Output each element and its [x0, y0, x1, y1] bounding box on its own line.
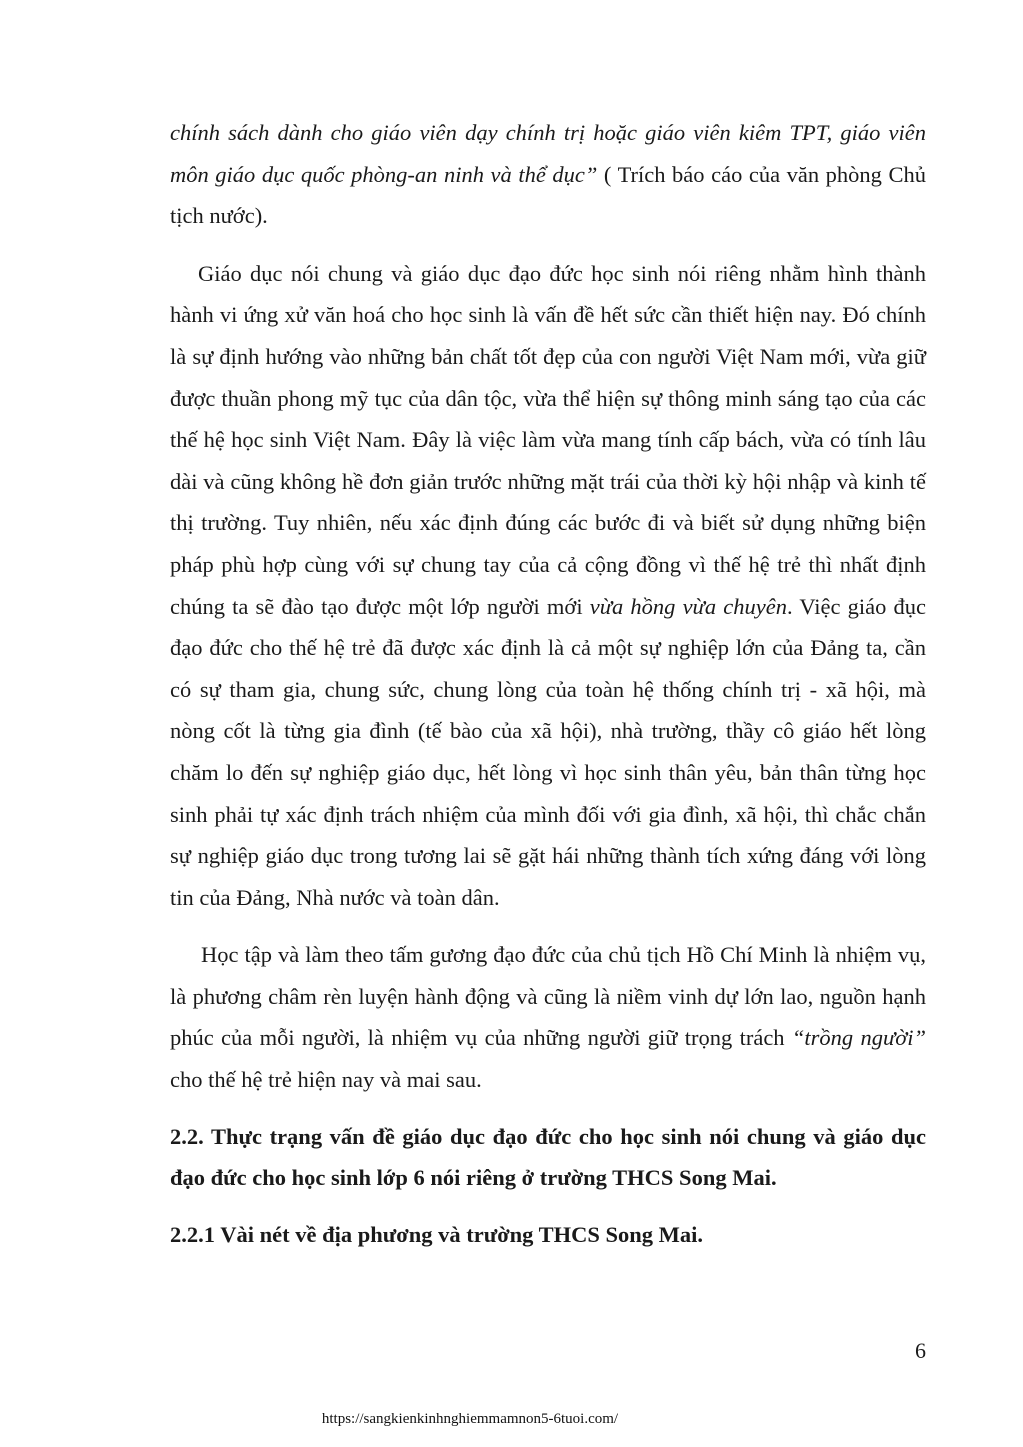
- italic-quote: chính sách dành cho giáo viên dạy chính trị hoặc giáo viên kiêm TPT, giáo viên môn giáo dục quốc phòng-an ninh và thể dục”: [170, 120, 926, 187]
- paragraph-quote-continuation: [170, 112, 926, 237]
- paragraph-moral-education: [170, 253, 926, 919]
- section-heading-2-2: 2.2. Thực trạng vấn đề giáo dục đạo đức cho học sinh nói chung và giáo dục đạo đức cho học sinh lớp 6 nói riêng ở trường THCS Song Mai.: [170, 1123, 926, 1191]
- document-page: [170, 112, 926, 1255]
- paragraph-text: Học tập và làm theo tấm gương đạo đức của chủ tịch Hồ Chí Minh là nhiệm vụ, là phương châm rèn luyện hành động và cũng là niềm vinh dự lớn lao, nguồn hạnh phúc của mỗi người, là nhiệm vụ của những người giữ trọng trách: [170, 942, 926, 1051]
- footer-url: https://sangkienkinhnghiemmamnon5-6tuoi.com/: [321, 1411, 619, 1427]
- paragraph-text: . Việc giáo đục đạo đức cho thế hệ trẻ đã được xác định là cả một sự nghiệp lớn của Đảng ta, cần có sự tham gia, chung sức, chung lòng của toàn hệ thống chính trị - xã hội, mà nòng cốt là từng gia đình (tế bào của xã hội), nhà trường, thầy cô giáo hết lòng chăm lo đến sự nghiệp giáo dục, hết lòng vì học sinh thân yêu, bản thân từng học sinh phải tự xác định trách nhiệm của mình đối với gia đình, xã hội, thì chắc chắn sự nghiệp giáo dục trong tương lai sẽ gặt hái những thành tích xứng đáng với lòng tin của Đảng, Nhà nước và toàn dân.: [170, 593, 926, 910]
- paragraph-text: cho thế hệ trẻ hiện nay và mai sau.: [170, 1067, 482, 1093]
- section-heading-2-2-1: 2.2.1 Vài nét về địa phương và trường THCS Song Mai.: [170, 1221, 704, 1247]
- paragraph-ho-chi-minh: [170, 934, 926, 1100]
- italic-phrase: “trồng người”: [791, 1025, 927, 1051]
- page-number: 6: [915, 1338, 926, 1363]
- italic-phrase: vừa hồng vừa chuyên: [589, 593, 787, 619]
- paragraph-text: Giáo dục nói chung và giáo dục đạo đức học sinh nói riêng nhằm hình thành hành vi ứng xử văn hoá cho học sinh là vấn đề hết sức cần thiết hiện nay. Đó chính là sự định hướng vào những bản chất tốt đẹp của con người Việt Nam mới, vừa giữ được thuần phong mỹ tục của dân tộc, vừa thể hiện sự thông minh sáng tạo của các thế hệ học sinh Việt Nam. Đây là việc làm vừa mang tính cấp bách, vừa có tính lâu dài và cũng không hề đơn giản trước những mặt trái của thời kỳ hội nhập và kinh tế thị trường. Tuy nhiên, nếu xác định đúng các bước đi và biết sử dụng những biện pháp phù hợp cùng với sự chung tay của cả cộng đồng vì thế hệ trẻ thì nhất định chúng ta sẽ đào tạo được một lớp người mới: [170, 260, 926, 619]
- quote-source: ( Trích báo cáo của văn phòng Chủ tịch nước).: [170, 161, 926, 229]
